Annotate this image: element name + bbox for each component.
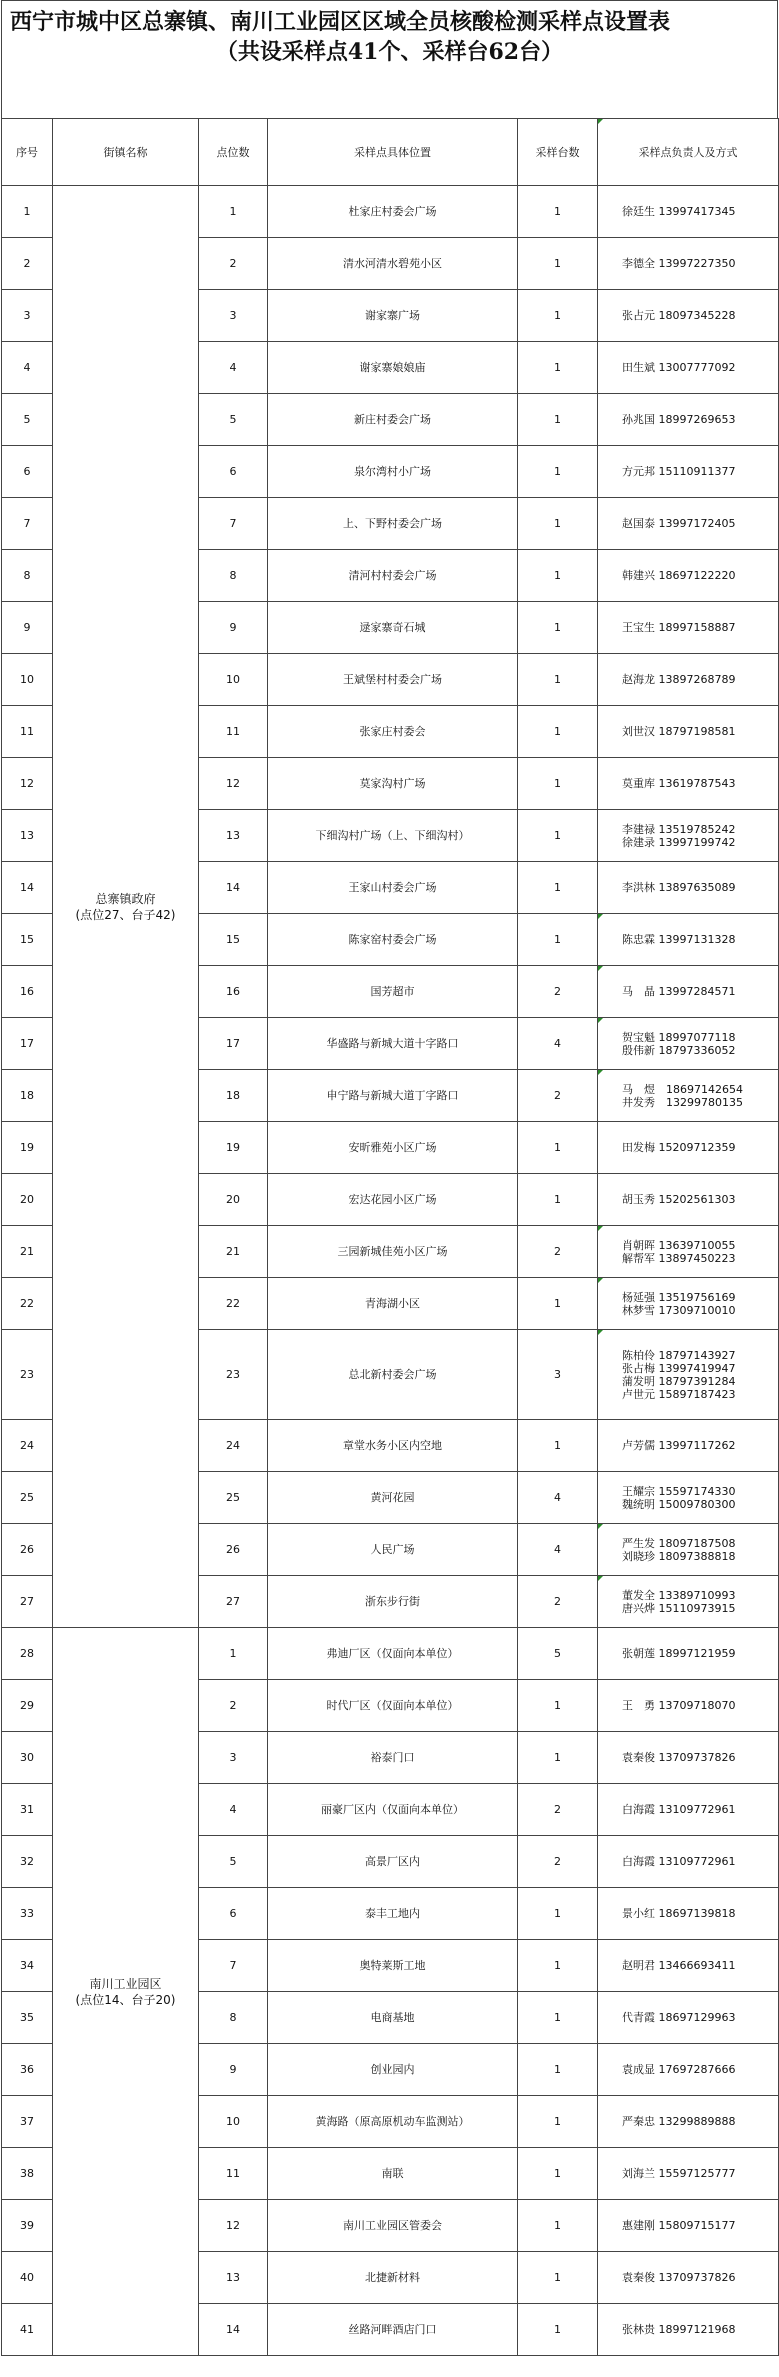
document-subtitle: （共设采样点41个、采样台62台） [215,39,564,65]
cell-location: 华盛路与新城大道十字路口 [268,1018,518,1070]
cell-location: 逯家寨奇石城 [268,602,518,654]
cell-contact: 严生发 18097187508 刘晓珍 18097388818 [598,1524,779,1576]
cell-desk-count: 1 [518,1174,598,1226]
cell-location: 谢家寨娘娘庙 [268,342,518,394]
cell-desk-count: 1 [518,394,598,446]
cell-desk-count: 2 [518,1836,598,1888]
cell-point-number: 6 [199,446,268,498]
cell-seq: 19 [2,1122,53,1174]
cell-location: 南川工业园区管委会 [268,2200,518,2252]
cell-point-number: 4 [199,342,268,394]
cell-desk-count: 1 [518,2200,598,2252]
cell-seq: 26 [2,1524,53,1576]
cell-location: 创业园内 [268,2044,518,2096]
cell-seq: 14 [2,862,53,914]
cell-seq: 34 [2,1940,53,1992]
cell-seq: 22 [2,1278,53,1330]
cell-desk-count: 1 [518,238,598,290]
cell-contact: 孙兆国 18997269653 [598,394,779,446]
cell-desk-count: 1 [518,2044,598,2096]
cell-contact: 陈忠霖 13997131328 [598,914,779,966]
cell-desk-count: 1 [518,2304,598,2356]
cell-contact: 马 煜 18697142654 井发秀 13299780135 [598,1070,779,1122]
cell-seq: 10 [2,654,53,706]
cell-contact: 李德全 13997227350 [598,238,779,290]
cell-contact: 赵海龙 13897268789 [598,654,779,706]
cell-town-name: 南川工业园区 (点位14、台子20) [53,1628,199,2356]
cell-contact: 徐廷生 13997417345 [598,186,779,238]
header-seq: 序号 [2,119,53,186]
cell-point-number: 2 [199,1680,268,1732]
cell-point-number: 26 [199,1524,268,1576]
cell-desk-count: 1 [518,706,598,758]
document-page [1,0,778,2356]
cell-location: 杜家庄村委会广场 [268,186,518,238]
cell-point-number: 14 [199,2304,268,2356]
cell-contact: 肖朝晖 13639710055 解帮军 13897450223 [598,1226,779,1278]
cell-location: 黄海路（原高原机动车监测站） [268,2096,518,2148]
cell-location: 安昕雅苑小区广场 [268,1122,518,1174]
cell-desk-count: 1 [518,342,598,394]
cell-seq: 18 [2,1070,53,1122]
cell-location: 国芳超市 [268,966,518,1018]
cell-contact: 袁秦俊 13709737826 [598,2252,779,2304]
cell-seq: 2 [2,238,53,290]
cell-seq: 1 [2,186,53,238]
cell-contact: 袁秦俊 13709737826 [598,1732,779,1784]
cell-location: 裕泰门口 [268,1732,518,1784]
cell-point-number: 11 [199,2148,268,2200]
cell-point-number: 3 [199,1732,268,1784]
cell-location: 北捷新材料 [268,2252,518,2304]
cell-contact: 马 晶 13997284571 [598,966,779,1018]
cell-contact: 张占元 18097345228 [598,290,779,342]
cell-desk-count: 5 [518,1628,598,1680]
cell-location: 上、下野村委会广场 [268,498,518,550]
cell-desk-count: 1 [518,186,598,238]
cell-desk-count: 1 [518,1278,598,1330]
cell-location: 高景厂区内 [268,1836,518,1888]
cell-seq: 7 [2,498,53,550]
cell-point-number: 12 [199,758,268,810]
cell-point-number: 10 [199,2096,268,2148]
cell-desk-count: 1 [518,602,598,654]
header-contact: 采样点负责人及方式 [598,119,779,186]
cell-point-number: 4 [199,1784,268,1836]
cell-desk-count: 1 [518,498,598,550]
cell-location: 人民广场 [268,1524,518,1576]
cell-location: 浙东步行街 [268,1576,518,1628]
cell-contact: 白海霞 13109772961 [598,1836,779,1888]
cell-location: 申宁路与新城大道丁字路口 [268,1070,518,1122]
cell-location: 泉尔湾村小广场 [268,446,518,498]
cell-point-number: 13 [199,2252,268,2304]
cell-seq: 30 [2,1732,53,1784]
cell-point-number: 15 [199,914,268,966]
cell-seq: 29 [2,1680,53,1732]
cell-desk-count: 1 [518,1992,598,2044]
cell-desk-count: 1 [518,550,598,602]
cell-contact: 李洪林 13897635089 [598,862,779,914]
cell-point-number: 21 [199,1226,268,1278]
cell-desk-count: 2 [518,1226,598,1278]
cell-point-number: 1 [199,1628,268,1680]
cell-location: 清河村村委会广场 [268,550,518,602]
cell-seq: 11 [2,706,53,758]
cell-contact: 王耀宗 15597174330 魏统明 15009780300 [598,1472,779,1524]
cell-seq: 21 [2,1226,53,1278]
cell-contact: 卢芳儒 13997117262 [598,1420,779,1472]
cell-contact: 田生斌 13007777092 [598,342,779,394]
cell-desk-count: 1 [518,1122,598,1174]
cell-location: 张家庄村委会 [268,706,518,758]
cell-seq: 12 [2,758,53,810]
table-header-row [2,119,779,186]
cell-contact: 莫重库 13619787543 [598,758,779,810]
cell-desk-count: 1 [518,1888,598,1940]
cell-point-number: 9 [199,2044,268,2096]
cell-desk-count: 1 [518,290,598,342]
cell-location: 王家山村委会广场 [268,862,518,914]
cell-desk-count: 2 [518,966,598,1018]
cell-seq: 25 [2,1472,53,1524]
cell-desk-count: 1 [518,914,598,966]
cell-contact: 严秦忠 13299889888 [598,2096,779,2148]
cell-location: 奥特莱斯工地 [268,1940,518,1992]
cell-contact: 陈柏伶 18797143927 张占梅 13997419947 蒲发明 18797391284 卢世元 15897187423 [598,1330,779,1420]
cell-contact: 惠建刚 15809715177 [598,2200,779,2252]
cell-desk-count: 1 [518,810,598,862]
cell-point-number: 8 [199,1992,268,2044]
table-row [2,1628,779,1680]
cell-contact: 董发全 13389710993 唐兴烨 15110973915 [598,1576,779,1628]
cell-seq: 40 [2,2252,53,2304]
cell-desk-count: 2 [518,1784,598,1836]
cell-seq: 37 [2,2096,53,2148]
cell-point-number: 19 [199,1122,268,1174]
cell-location: 泰丰工地内 [268,1888,518,1940]
cell-desk-count: 4 [518,1524,598,1576]
cell-location: 清水河清水碧苑小区 [268,238,518,290]
cell-location: 南联 [268,2148,518,2200]
cell-location: 谢家寨广场 [268,290,518,342]
cell-contact: 贺宝魁 18997077118 殷伟新 18797336052 [598,1018,779,1070]
cell-contact: 张林贵 18997121968 [598,2304,779,2356]
cell-point-number: 3 [199,290,268,342]
cell-point-number: 12 [199,2200,268,2252]
cell-desk-count: 1 [518,446,598,498]
cell-point-number: 24 [199,1420,268,1472]
cell-desk-count: 1 [518,654,598,706]
cell-point-number: 23 [199,1330,268,1420]
cell-seq: 41 [2,2304,53,2356]
cell-desk-count: 2 [518,1070,598,1122]
document-title: 西宁市城中区总寨镇、南川工业园区区域全员核酸检测采样点设置表 [10,9,671,35]
cell-contact: 杨延强 13519756169 林梦雪 17309710010 [598,1278,779,1330]
cell-point-number: 18 [199,1070,268,1122]
cell-contact: 景小红 18697139818 [598,1888,779,1940]
cell-desk-count: 1 [518,1420,598,1472]
cell-point-number: 7 [199,498,268,550]
sampling-sites-table [1,118,779,2356]
cell-point-number: 5 [199,394,268,446]
cell-location: 王斌堡村村委会广场 [268,654,518,706]
cell-desk-count: 4 [518,1018,598,1070]
cell-location: 陈家窑村委会广场 [268,914,518,966]
cell-contact: 刘海兰 15597125777 [598,2148,779,2200]
cell-location: 弗迪厂区（仅面向本单位） [268,1628,518,1680]
cell-contact: 刘世汉 18797198581 [598,706,779,758]
table-row [2,186,779,238]
cell-point-number: 17 [199,1018,268,1070]
cell-seq: 4 [2,342,53,394]
cell-point-number: 25 [199,1472,268,1524]
cell-location: 总北新村委会广场 [268,1330,518,1420]
cell-point-number: 10 [199,654,268,706]
cell-point-number: 22 [199,1278,268,1330]
cell-location: 青海湖小区 [268,1278,518,1330]
cell-point-number: 14 [199,862,268,914]
cell-desk-count: 1 [518,2148,598,2200]
cell-seq: 36 [2,2044,53,2096]
cell-desk-count: 1 [518,758,598,810]
cell-location: 三园新城佳苑小区广场 [268,1226,518,1278]
cell-seq: 24 [2,1420,53,1472]
cell-contact: 代青霞 18697129963 [598,1992,779,2044]
cell-town-name: 总寨镇政府 (点位27、台子42) [53,186,199,1628]
title-block [1,0,778,118]
cell-desk-count: 1 [518,1940,598,1992]
header-points: 点位数 [199,119,268,186]
header-desks: 采样台数 [518,119,598,186]
cell-seq: 27 [2,1576,53,1628]
cell-location: 宏达花园小区广场 [268,1174,518,1226]
cell-contact: 赵国泰 13997172405 [598,498,779,550]
cell-desk-count: 4 [518,1472,598,1524]
cell-location: 电商基地 [268,1992,518,2044]
cell-point-number: 13 [199,810,268,862]
cell-seq: 32 [2,1836,53,1888]
cell-contact: 袁成显 17697287666 [598,2044,779,2096]
cell-point-number: 20 [199,1174,268,1226]
cell-location: 新庄村委会广场 [268,394,518,446]
cell-point-number: 7 [199,1940,268,1992]
cell-point-number: 27 [199,1576,268,1628]
cell-seq: 9 [2,602,53,654]
cell-point-number: 6 [199,1888,268,1940]
cell-contact: 田发梅 15209712359 [598,1122,779,1174]
cell-contact: 张朝莲 18997121959 [598,1628,779,1680]
header-location: 采样点具体位置 [268,119,518,186]
cell-location: 莫家沟村广场 [268,758,518,810]
cell-location: 丽豪厂区内（仅面向本单位） [268,1784,518,1836]
cell-seq: 33 [2,1888,53,1940]
cell-point-number: 1 [199,186,268,238]
cell-seq: 5 [2,394,53,446]
cell-desk-count: 1 [518,862,598,914]
cell-point-number: 5 [199,1836,268,1888]
cell-seq: 28 [2,1628,53,1680]
cell-contact: 赵明君 13466693411 [598,1940,779,1992]
cell-seq: 38 [2,2148,53,2200]
cell-contact: 王 勇 13709718070 [598,1680,779,1732]
cell-location: 黄河花园 [268,1472,518,1524]
cell-point-number: 8 [199,550,268,602]
cell-location: 时代厂区（仅面向本单位） [268,1680,518,1732]
cell-desk-count: 1 [518,2252,598,2304]
cell-contact: 王宝生 18997158887 [598,602,779,654]
header-town: 街镇名称 [53,119,199,186]
cell-point-number: 9 [199,602,268,654]
cell-seq: 39 [2,2200,53,2252]
cell-desk-count: 1 [518,1732,598,1784]
cell-location: 章堂水务小区内空地 [268,1420,518,1472]
cell-seq: 20 [2,1174,53,1226]
cell-contact: 胡玉秀 15202561303 [598,1174,779,1226]
cell-point-number: 16 [199,966,268,1018]
cell-seq: 8 [2,550,53,602]
table-body [2,186,779,2356]
cell-desk-count: 1 [518,2096,598,2148]
cell-seq: 6 [2,446,53,498]
cell-seq: 13 [2,810,53,862]
cell-point-number: 11 [199,706,268,758]
cell-point-number: 2 [199,238,268,290]
cell-desk-count: 2 [518,1576,598,1628]
cell-seq: 15 [2,914,53,966]
cell-desk-count: 3 [518,1330,598,1420]
cell-seq: 16 [2,966,53,1018]
cell-seq: 35 [2,1992,53,2044]
cell-seq: 23 [2,1330,53,1420]
cell-location: 下细沟村广场（上、下细沟村） [268,810,518,862]
cell-contact: 方元邦 15110911377 [598,446,779,498]
cell-location: 丝路河畔酒店门口 [268,2304,518,2356]
cell-contact: 韩建兴 18697122220 [598,550,779,602]
cell-seq: 3 [2,290,53,342]
cell-contact: 白海霞 13109772961 [598,1784,779,1836]
cell-seq: 31 [2,1784,53,1836]
cell-desk-count: 1 [518,1680,598,1732]
cell-seq: 17 [2,1018,53,1070]
cell-contact: 李建禄 13519785242 徐建录 13997199742 [598,810,779,862]
